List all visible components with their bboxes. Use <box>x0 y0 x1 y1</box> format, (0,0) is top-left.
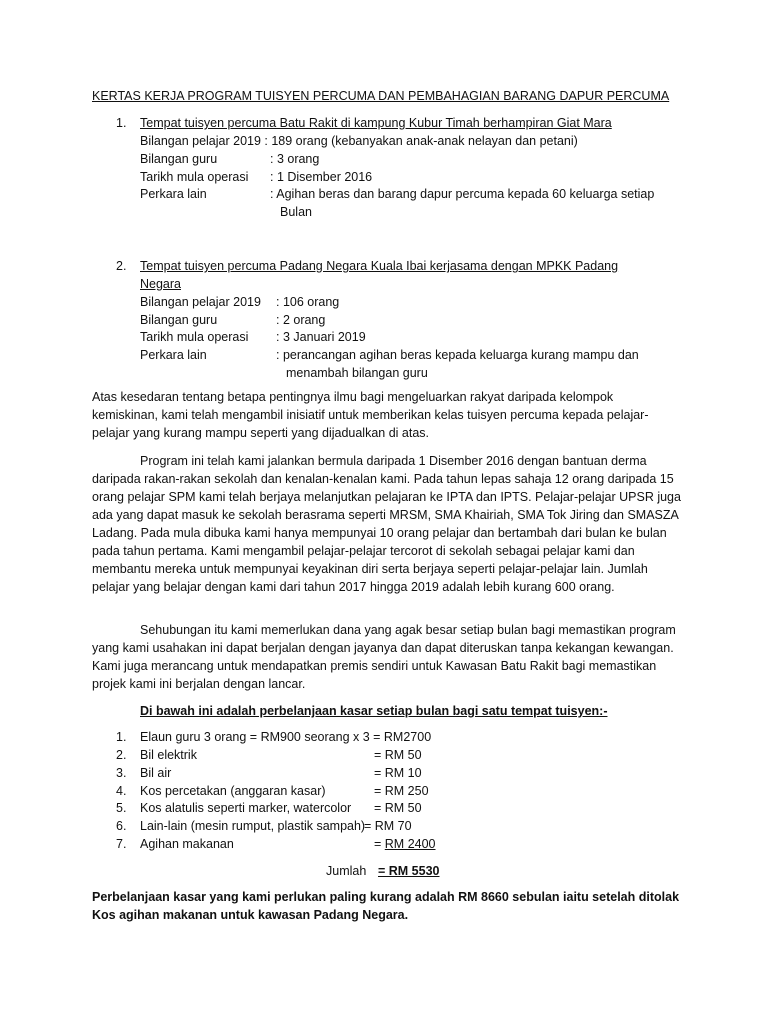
site-2-students-value: : 106 orang <box>276 295 340 309</box>
expense-4-label: Kos percetakan (anggaran kasar) <box>140 784 326 798</box>
expense-7-amount <box>374 835 436 853</box>
site-1-start-value: : 1 Disember 2016 <box>270 170 373 184</box>
expense-3-label: Bil air <box>140 766 172 780</box>
site-2-teachers-label: Bilangan guru <box>140 313 218 327</box>
site-1-students: Bilangan pelajar 2019 : 189 orang (kebanyakan anak-anak nelayan dan petani) <box>140 134 578 148</box>
site-2-heading-line1: Tempat tuisyen percuma Padang Negara Kuala Ibai kerjasama dengan MPKK Padang <box>140 259 619 273</box>
paragraph-funding: Sehubungan itu kami memerlukan dana yang agak besar setiap bulan bagi memastikan program yang kami usahakan ini dapat berjalan dengan jayanya dan dapat diteruskan tanpa kekangan kewangan. Kami juga merancang untuk mendapatkan premis sendiri untuk Kawasan Batu Rakit bagi memastikan projek kami ini berjalan dengan lancar. <box>92 623 676 691</box>
expense-6-amount: = RM 70 <box>364 819 412 833</box>
expense-5-label: Kos alatulis seperti marker, watercolor <box>140 801 352 815</box>
site-2-students-label: Bilangan pelajar 2019 <box>140 295 261 309</box>
expense-4-amount: = RM 250 <box>374 784 429 798</box>
expense-3-amount: = RM 10 <box>374 766 422 780</box>
expense-6-number: 6. <box>116 819 127 833</box>
site-2-number: 2. <box>116 259 127 273</box>
expense-2-number: 2. <box>116 748 127 762</box>
site-2-teachers-value: : 2 orang <box>276 313 326 327</box>
site-2-start-value: : 3 Januari 2019 <box>276 330 366 344</box>
site-1-teachers-label: Bilangan guru <box>140 152 218 166</box>
expense-7-number: 7. <box>116 837 127 851</box>
paragraph-program: Program ini telah kami jalankan bermula daripada 1 Disember 2016 dengan bantuan derma daripada rakan-rakan sekolah dan kenalan-kenalan kami. Pada tahun lepas sahaja 12 orang daripada 15 orang pelajar SPM kami telah berjaya melanjutkan pelajaran ke IPTA dan IPTS. Pelajar-pelajar UPSR juga ada yang dapat masuk ke sekolah berasrama seperti MRSM, SMA Khairiah, SMA Tok Jiring dan SMASZA Ladang. Pada mula dibuka kami hanya mempunyai 10 orang pelajar dan bertambah dari bulan ke bulan pada tahun pertama. Kami mengambil pelajar-pelajar tercorot di sekolah sebagai pelajar kami dan membantu mereka untuk mempunyai keyakinan diri serta berjaya seperti pelajar-pelajar lain. Jumlah pelajar yang belajar dengan kami dari tahun 2017 hingga 2019 adalah lebih kurang 600 orang. <box>92 454 681 594</box>
expense-5-amount: = RM 50 <box>374 801 422 815</box>
expense-2-amount: = RM 50 <box>374 748 422 762</box>
expenses-heading: Di bawah ini adalah perbelanjaan kasar setiap bulan bagi satu tempat tuisyen:- <box>140 704 608 718</box>
total-label: Jumlah <box>326 864 367 878</box>
expense-6-label: Lain-lain (mesin rumput, plastik sampah) <box>140 819 366 833</box>
expense-4-number: 4. <box>116 784 127 798</box>
total-value: = RM 5530 <box>378 864 440 878</box>
site-1-start-label: Tarikh mula operasi <box>140 170 249 184</box>
site-2-other-cont: menambah bilangan guru <box>286 366 428 380</box>
paragraph-intro: Atas kesedaran tentang betapa pentingnya ilmu bagi mengeluarkan rakyat daripada kelompok kemiskinan, kami telah mengambil inisiatif untuk memberikan kelas tuisyen percuma kepada pelajar-pelajar yang kurang mampu seperti yang dijadualkan di atas. <box>92 390 649 440</box>
closing-paragraph: Perbelanjaan kasar yang kami perlukan paling kurang adalah RM 8660 sebulan iaitu setelah ditolak Kos agihan makanan untuk kawasan Padang Negara. <box>92 890 680 922</box>
site-1-teachers-value: : 3 orang <box>270 152 320 166</box>
expense-3-number: 3. <box>116 766 127 780</box>
expense-7-label: Agihan makanan <box>140 837 234 851</box>
site-2-heading-line2: Negara <box>140 277 181 291</box>
expense-1-number: 1. <box>116 730 127 744</box>
site-2-start-label: Tarikh mula operasi <box>140 330 249 344</box>
site-1-number: 1. <box>116 116 127 130</box>
site-1-other-value: : Agihan beras dan barang dapur percuma kepada 60 keluarga setiap <box>270 187 655 201</box>
expense-1-label: Elaun guru 3 orang = RM900 seorang x 3 = RM2700 <box>140 730 432 744</box>
site-1-other-cont: Bulan <box>280 205 312 219</box>
site-2-other-value: : perancangan agihan beras kepada keluarga kurang mampu dan <box>276 348 639 362</box>
site-2-other-label: Perkara lain <box>140 348 207 362</box>
expense-2-label: Bil elektrik <box>140 748 197 762</box>
document-title: KERTAS KERJA PROGRAM TUISYEN PERCUMA DAN PEMBAHAGIAN BARANG DAPUR PERCUMA <box>92 89 670 103</box>
expense-7-amount-prefix: = <box>374 837 385 851</box>
site-1-heading: Tempat tuisyen percuma Batu Rakit di kampung Kubur Timah berhampiran Giat Mara <box>140 116 612 130</box>
expense-5-number: 5. <box>116 801 127 815</box>
expense-7-amount-value: RM 2400 <box>384 837 436 851</box>
site-1-other-label: Perkara lain <box>140 187 207 201</box>
